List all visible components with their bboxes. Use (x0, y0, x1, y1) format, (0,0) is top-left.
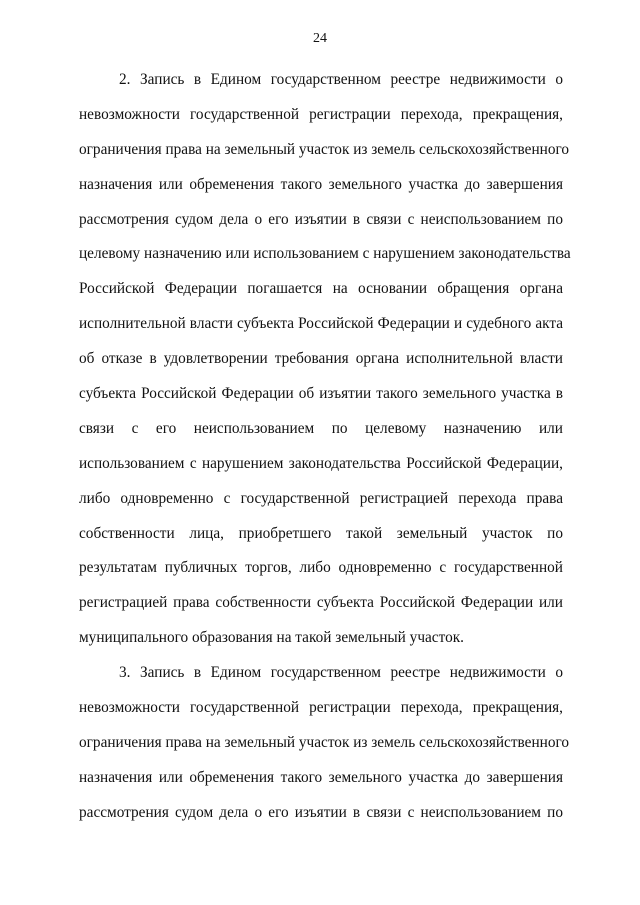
text-line: собственности лица, приобретшего такой земельный участок по (79, 524, 563, 542)
text-line: муниципального образования на такой земельный участок. (79, 629, 464, 647)
text-line: ограничения права на земельный участок из земель сельскохозяйственного (79, 140, 570, 158)
text-line: об отказе в удовлетворении требования органа исполнительной власти (79, 350, 563, 368)
text-line: регистрацией права собственности субъекта Российской Федерации или (79, 594, 563, 612)
text-line: 3. Запись в Едином государственном реестре недвижимости о (119, 664, 563, 682)
text-line: рассмотрения судом дела о его изъятии в связи с неиспользованием по (79, 210, 563, 228)
text-line: результатам публичных торгов, либо одновременно с государственной (79, 559, 563, 577)
text-line: субъекта Российской Федерации об изъятии такого земельного участка в (79, 385, 563, 403)
paragraph-3 (79, 656, 570, 830)
text-line: целевому назначению или использованием с нарушением законодательства (79, 245, 571, 263)
text-line: невозможности государственной регистрации перехода, прекращения, (79, 105, 563, 123)
text-line: невозможности государственной регистрации перехода, прекращения, (79, 699, 563, 717)
text-line: ограничения права на земельный участок из земель сельскохозяйственного (79, 733, 570, 751)
text-line: 2. Запись в Едином государственном реестре недвижимости о (119, 71, 563, 88)
text-line: рассмотрения судом дела о его изъятии в связи с неиспользованием по (79, 803, 563, 821)
text-line: использованием с нарушением законодательства Российской Федерации, (79, 454, 563, 472)
text-line: исполнительной власти субъекта Российской Федерации и судебного акта (79, 315, 563, 333)
text-line: назначения или обременения такого земельного участка до завершения (79, 768, 563, 786)
page-number: 24 (313, 31, 327, 46)
paragraph-2 (79, 63, 571, 656)
text-line: либо одновременно с государственной регистрацией перехода права (79, 489, 563, 507)
text-line: назначения или обременения такого земельного участка до завершения (79, 175, 563, 193)
text-line: Российской Федерации погашается на основании обращения органа (79, 280, 563, 298)
document-body (79, 63, 571, 831)
text-line: связи с его неиспользованием по целевому назначению или (79, 419, 563, 437)
